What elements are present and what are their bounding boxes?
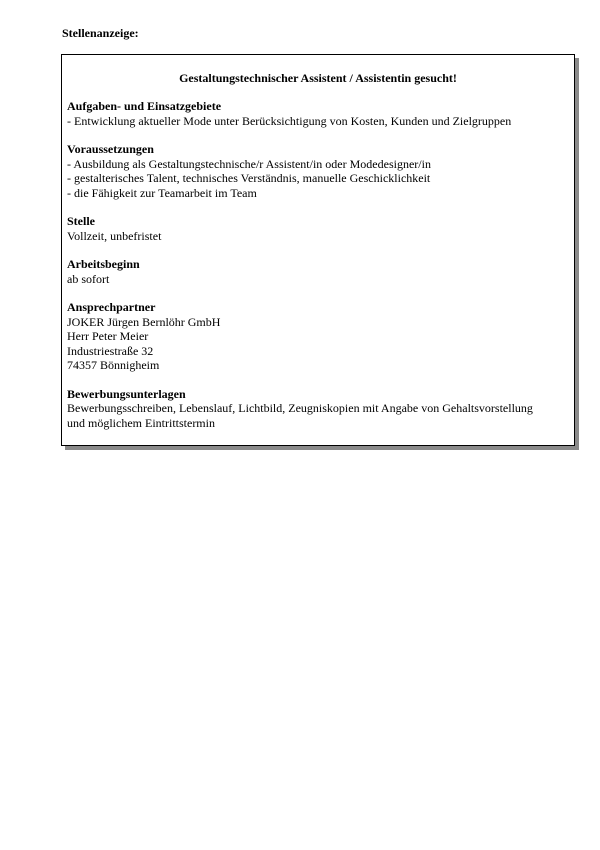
section-application-documents <box>67 387 569 431</box>
section-line: - gestalterisches Talent, technisches Verständnis, manuelle Geschicklichkeit <box>67 171 431 185</box>
section-heading: Bewerbungsunterlagen <box>67 386 186 401</box>
section-heading: Stelle <box>67 214 95 228</box>
section-heading: Aufgaben- und Einsatzgebiete <box>67 99 222 113</box>
section-line: Vollzeit, unbefristet <box>67 228 162 243</box>
section-requirements <box>67 142 569 200</box>
contact-company: JOKER Jürgen Bernlöhr GmbH <box>67 314 221 329</box>
section-contact <box>67 300 569 373</box>
section-heading: Ansprechpartner <box>67 300 156 314</box>
section-line: - die Fähigkeit zur Teamarbeit im Team <box>67 185 257 200</box>
section-tasks <box>67 99 569 128</box>
section-line: Bewerbungsschreiben, Lebenslauf, Lichtbild, Zeugniskopien mit Angabe von Gehaltsvorstellung <box>67 401 533 415</box>
section-line: - Entwicklung aktueller Mode unter Berücksichtigung von Kosten, Kunden und Zielgruppen <box>67 113 512 128</box>
job-ad-title: Gestaltungstechnischer Assistent / Assistentin gesucht! <box>179 71 457 85</box>
contact-person: Herr Peter Meier <box>67 329 149 343</box>
section-line: und möglichem Eintrittstermin <box>67 415 215 430</box>
section-heading: Voraussetzungen <box>67 142 154 156</box>
section-line: ab sofort <box>67 271 110 286</box>
contact-city: 74357 Bönnigheim <box>67 358 160 372</box>
contact-street: Industriestraße 32 <box>67 343 154 358</box>
section-position <box>67 214 569 243</box>
section-heading: Arbeitsbeginn <box>67 257 140 271</box>
section-line: - Ausbildung als Gestaltungstechnische/r Assistent/in oder Modedesigner/in <box>67 156 431 171</box>
job-ad-box <box>61 54 575 446</box>
section-start-date <box>67 257 569 286</box>
page-heading: Stellenanzeige: <box>62 26 139 40</box>
